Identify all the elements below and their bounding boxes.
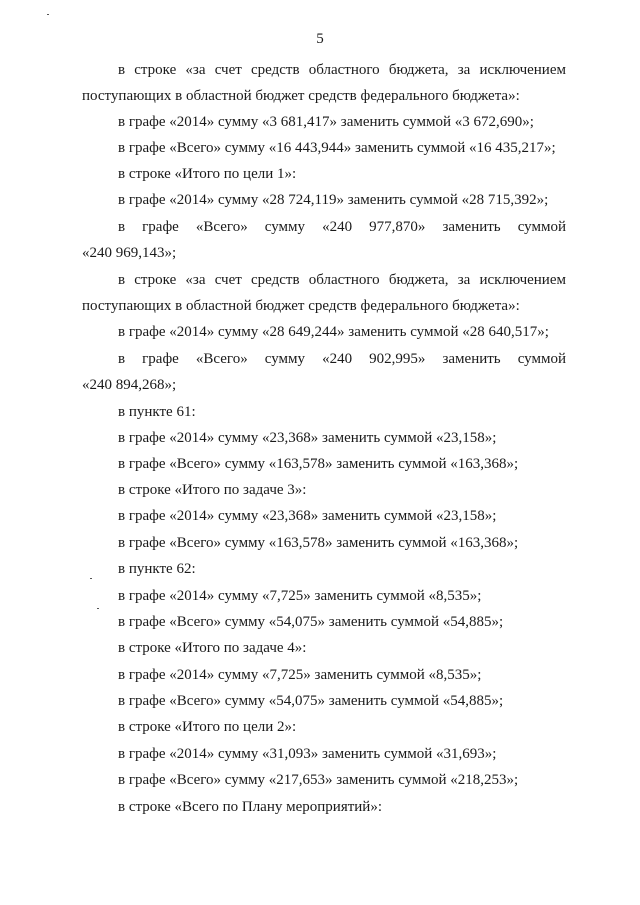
text-line: в строке «за счет средств областного бюджета, за исключением: [118, 62, 566, 78]
text-line: в графе «Всего» сумму «16 443,944» заменить суммой «16 435,217»;: [118, 140, 556, 156]
text-line: в графе «2014» сумму «23,368» заменить суммой «23,158»;: [118, 508, 497, 524]
text-line: в графе «Всего» сумму «240 977,870» заменить суммой: [118, 219, 566, 235]
text-line: в графе «2014» сумму «23,368» заменить суммой «23,158»;: [118, 430, 497, 446]
text-line: в графе «2014» сумму «7,725» заменить суммой «8,535»;: [118, 588, 482, 604]
text-line: в строке «Итого по задаче 4»:: [118, 640, 307, 656]
scan-speck: [47, 14, 49, 15]
text-line: в графе «2014» сумму «7,725» заменить суммой «8,535»;: [118, 667, 482, 683]
text-line: в графе «2014» сумму «3 681,417» заменить суммой «3 672,690»;: [118, 114, 534, 130]
text-line: в строке «Всего по Плану мероприятий»:: [118, 799, 382, 815]
text-line: в пункте 61:: [118, 404, 196, 420]
text-line: в строке «Итого по цели 1»:: [118, 166, 297, 182]
text-line: в строке «Итого по цели 2»:: [118, 719, 297, 735]
text-line: поступающих в областной бюджет средств федерального бюджета»:: [82, 88, 520, 104]
text-line: в графе «2014» сумму «31,093» заменить суммой «31,693»;: [118, 746, 497, 762]
text-line: в графе «Всего» сумму «163,578» заменить суммой «163,368»;: [118, 535, 519, 551]
text-line: «240 969,143»;: [82, 245, 177, 261]
text-line: в пункте 62:: [118, 561, 196, 577]
text-line: в строке «за счет средств областного бюджета, за исключением: [118, 272, 566, 288]
scan-speck: [97, 608, 99, 609]
page-number: 5: [316, 31, 324, 47]
text-line: в графе «Всего» сумму «217,653» заменить суммой «218,253»;: [118, 772, 519, 788]
text-line: в графе «2014» сумму «28 724,119» заменить суммой «28 715,392»;: [118, 192, 549, 208]
text-line: в графе «Всего» сумму «54,075» заменить суммой «54,885»;: [118, 614, 504, 630]
scan-speck: [90, 578, 92, 579]
text-line: в строке «Итого по задаче 3»:: [118, 482, 307, 498]
text-line: в графе «Всего» сумму «163,578» заменить суммой «163,368»;: [118, 456, 519, 472]
text-line: в графе «Всего» сумму «240 902,995» заменить суммой: [118, 351, 566, 367]
text-line: поступающих в областной бюджет средств федерального бюджета»:: [82, 298, 520, 314]
text-line: в графе «2014» сумму «28 649,244» заменить суммой «28 640,517»;: [118, 324, 549, 340]
text-line: в графе «Всего» сумму «54,075» заменить суммой «54,885»;: [118, 693, 504, 709]
text-line: «240 894,268»;: [82, 377, 177, 393]
